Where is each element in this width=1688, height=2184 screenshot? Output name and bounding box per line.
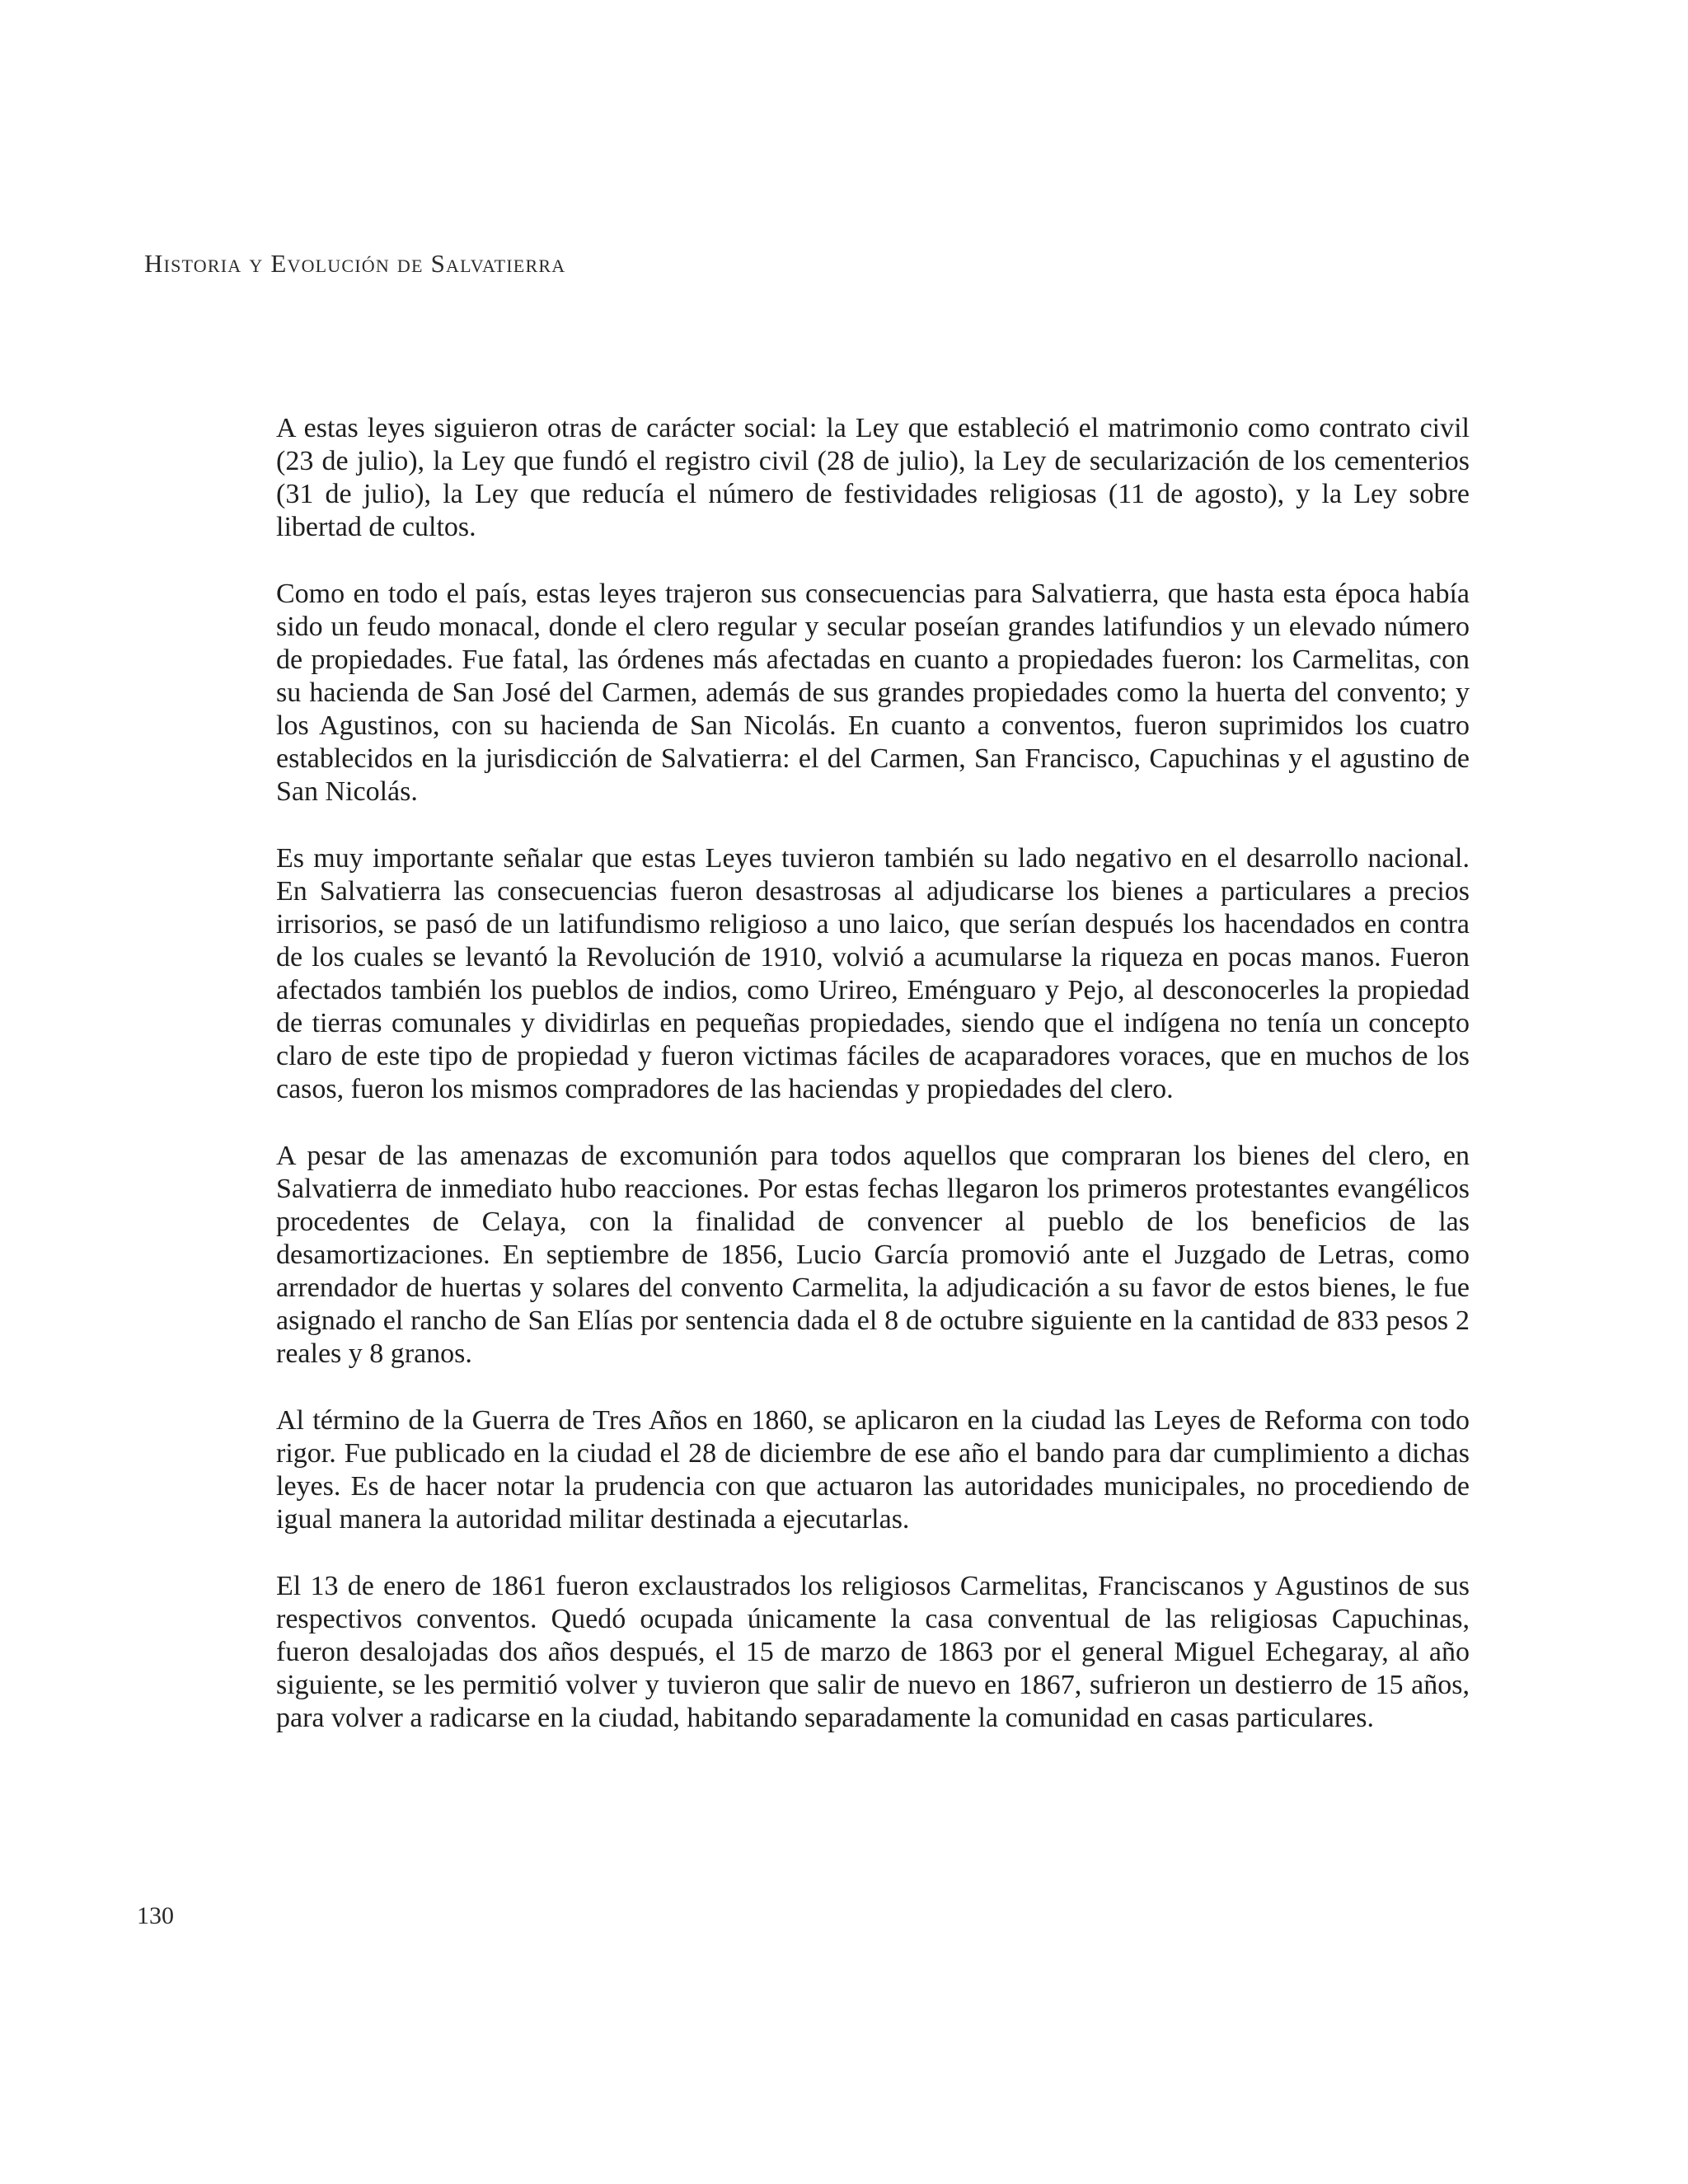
paragraph-1: A estas leyes siguieron otras de carácter social: la Ley que estableció el matrimonio como contrato civil (23 de julio), la Ley que fundó el registro civil (28 de julio), la Ley de secularización de los cementerios (31 de julio), la Ley que reducía el número de festividades religiosas (11 de agosto), y la Ley sobre libertad de cultos. bbox=[276, 413, 1470, 542]
paragraph-3: Es muy importante señalar que estas Leyes tuvieron también su lado negativo en el desarrollo nacional. En Salvatierra las consecuencias fueron desastrosas al adjudicarse los bienes a particulares a precios irrisorios, se pasó de un latifundismo religioso a uno laico, que serían después los hacendados en contra de los cuales se levantó la Revolución de 1910, volvió a acumularse la riqueza en pocas manos. Fueron afectados también los pueblos de indios, como Urireo, Eménguaro y Pejo, al desconocerles la propiedad de tierras comunales y dividirlas en pequeñas propiedades, siendo que el indígena no tenía un concepto claro de este tipo de propiedad y fueron victimas fáciles de acaparadores voraces, que en muchos de los casos, fueron los mismos compradores de las haciendas y propiedades del clero. bbox=[276, 843, 1470, 1104]
body-text bbox=[276, 412, 1470, 1769]
running-header: Historia y Evolución de Salvatierra bbox=[144, 249, 566, 278]
paragraph-6: El 13 de enero de 1861 fueron exclaustrados los religiosos Carmelitas, Franciscanos y Agustinos de sus respectivos conventos. Quedó ocupada únicamente la casa conventual de las religiosas Capuchinas, fueron desalojadas dos años después, el 15 de marzo de 1863 por el general Miguel Echegaray, al año siguiente, se les permitió volver y tuvieron que salir de nuevo en 1867, sufrieron un destierro de 15 años, para volver a radicarse en la ciudad, habitando separadamente la comunidad en casas particulares. bbox=[276, 1571, 1470, 1733]
page-number: 130 bbox=[137, 1902, 174, 1929]
paragraph-4: A pesar de las amenazas de excomunión para todos aquellos que compraran los bienes del clero, en Salvatierra de inmediato hubo reacciones. Por estas fechas llegaron los primeros protestantes evangélicos procedentes de Celaya, con la finalidad de convencer al pueblo de los beneficios de las desamortizaciones. En septiembre de 1856, Lucio García promovió ante el Juzgado de Letras, como arrendador de huertas y solares del convento Carmelita, la adjudicación a su favor de estos bienes, le fue asignado el rancho de San Elías por sentencia dada el 8 de octubre siguiente en la cantidad de 833 pesos 2 reales y 8 granos. bbox=[276, 1141, 1470, 1369]
paragraph-2: Como en todo el país, estas leyes trajeron sus consecuencias para Salvatierra, que hasta esta época había sido un feudo monacal, donde el clero regular y secular poseían grandes latifundios y un elevado número de propiedades. Fue fatal, las órdenes más afectadas en cuanto a propiedades fueron: los Carmelitas, con su hacienda de San José del Carmen, además de sus grandes propiedades como la huerta del convento; y los Agustinos, con su hacienda de San Nicolás. En cuanto a conventos, fueron suprimidos los cuatro establecidos en la jurisdicción de Salvatierra: el del Carmen, San Francisco, Capuchinas y el agustino de San Nicolás. bbox=[276, 579, 1470, 807]
paragraph-5: Al término de la Guerra de Tres Años en 1860, se aplicaron en la ciudad las Leyes de Reforma con todo rigor. Fue publicado en la ciudad el 28 de diciembre de ese año el bando para dar cumplimiento a dichas leyes. Es de hacer notar la prudencia con que actuaron las autoridades municipales, no procediendo de igual manera la autoridad militar destinada a ejecutarlas. bbox=[276, 1405, 1470, 1535]
